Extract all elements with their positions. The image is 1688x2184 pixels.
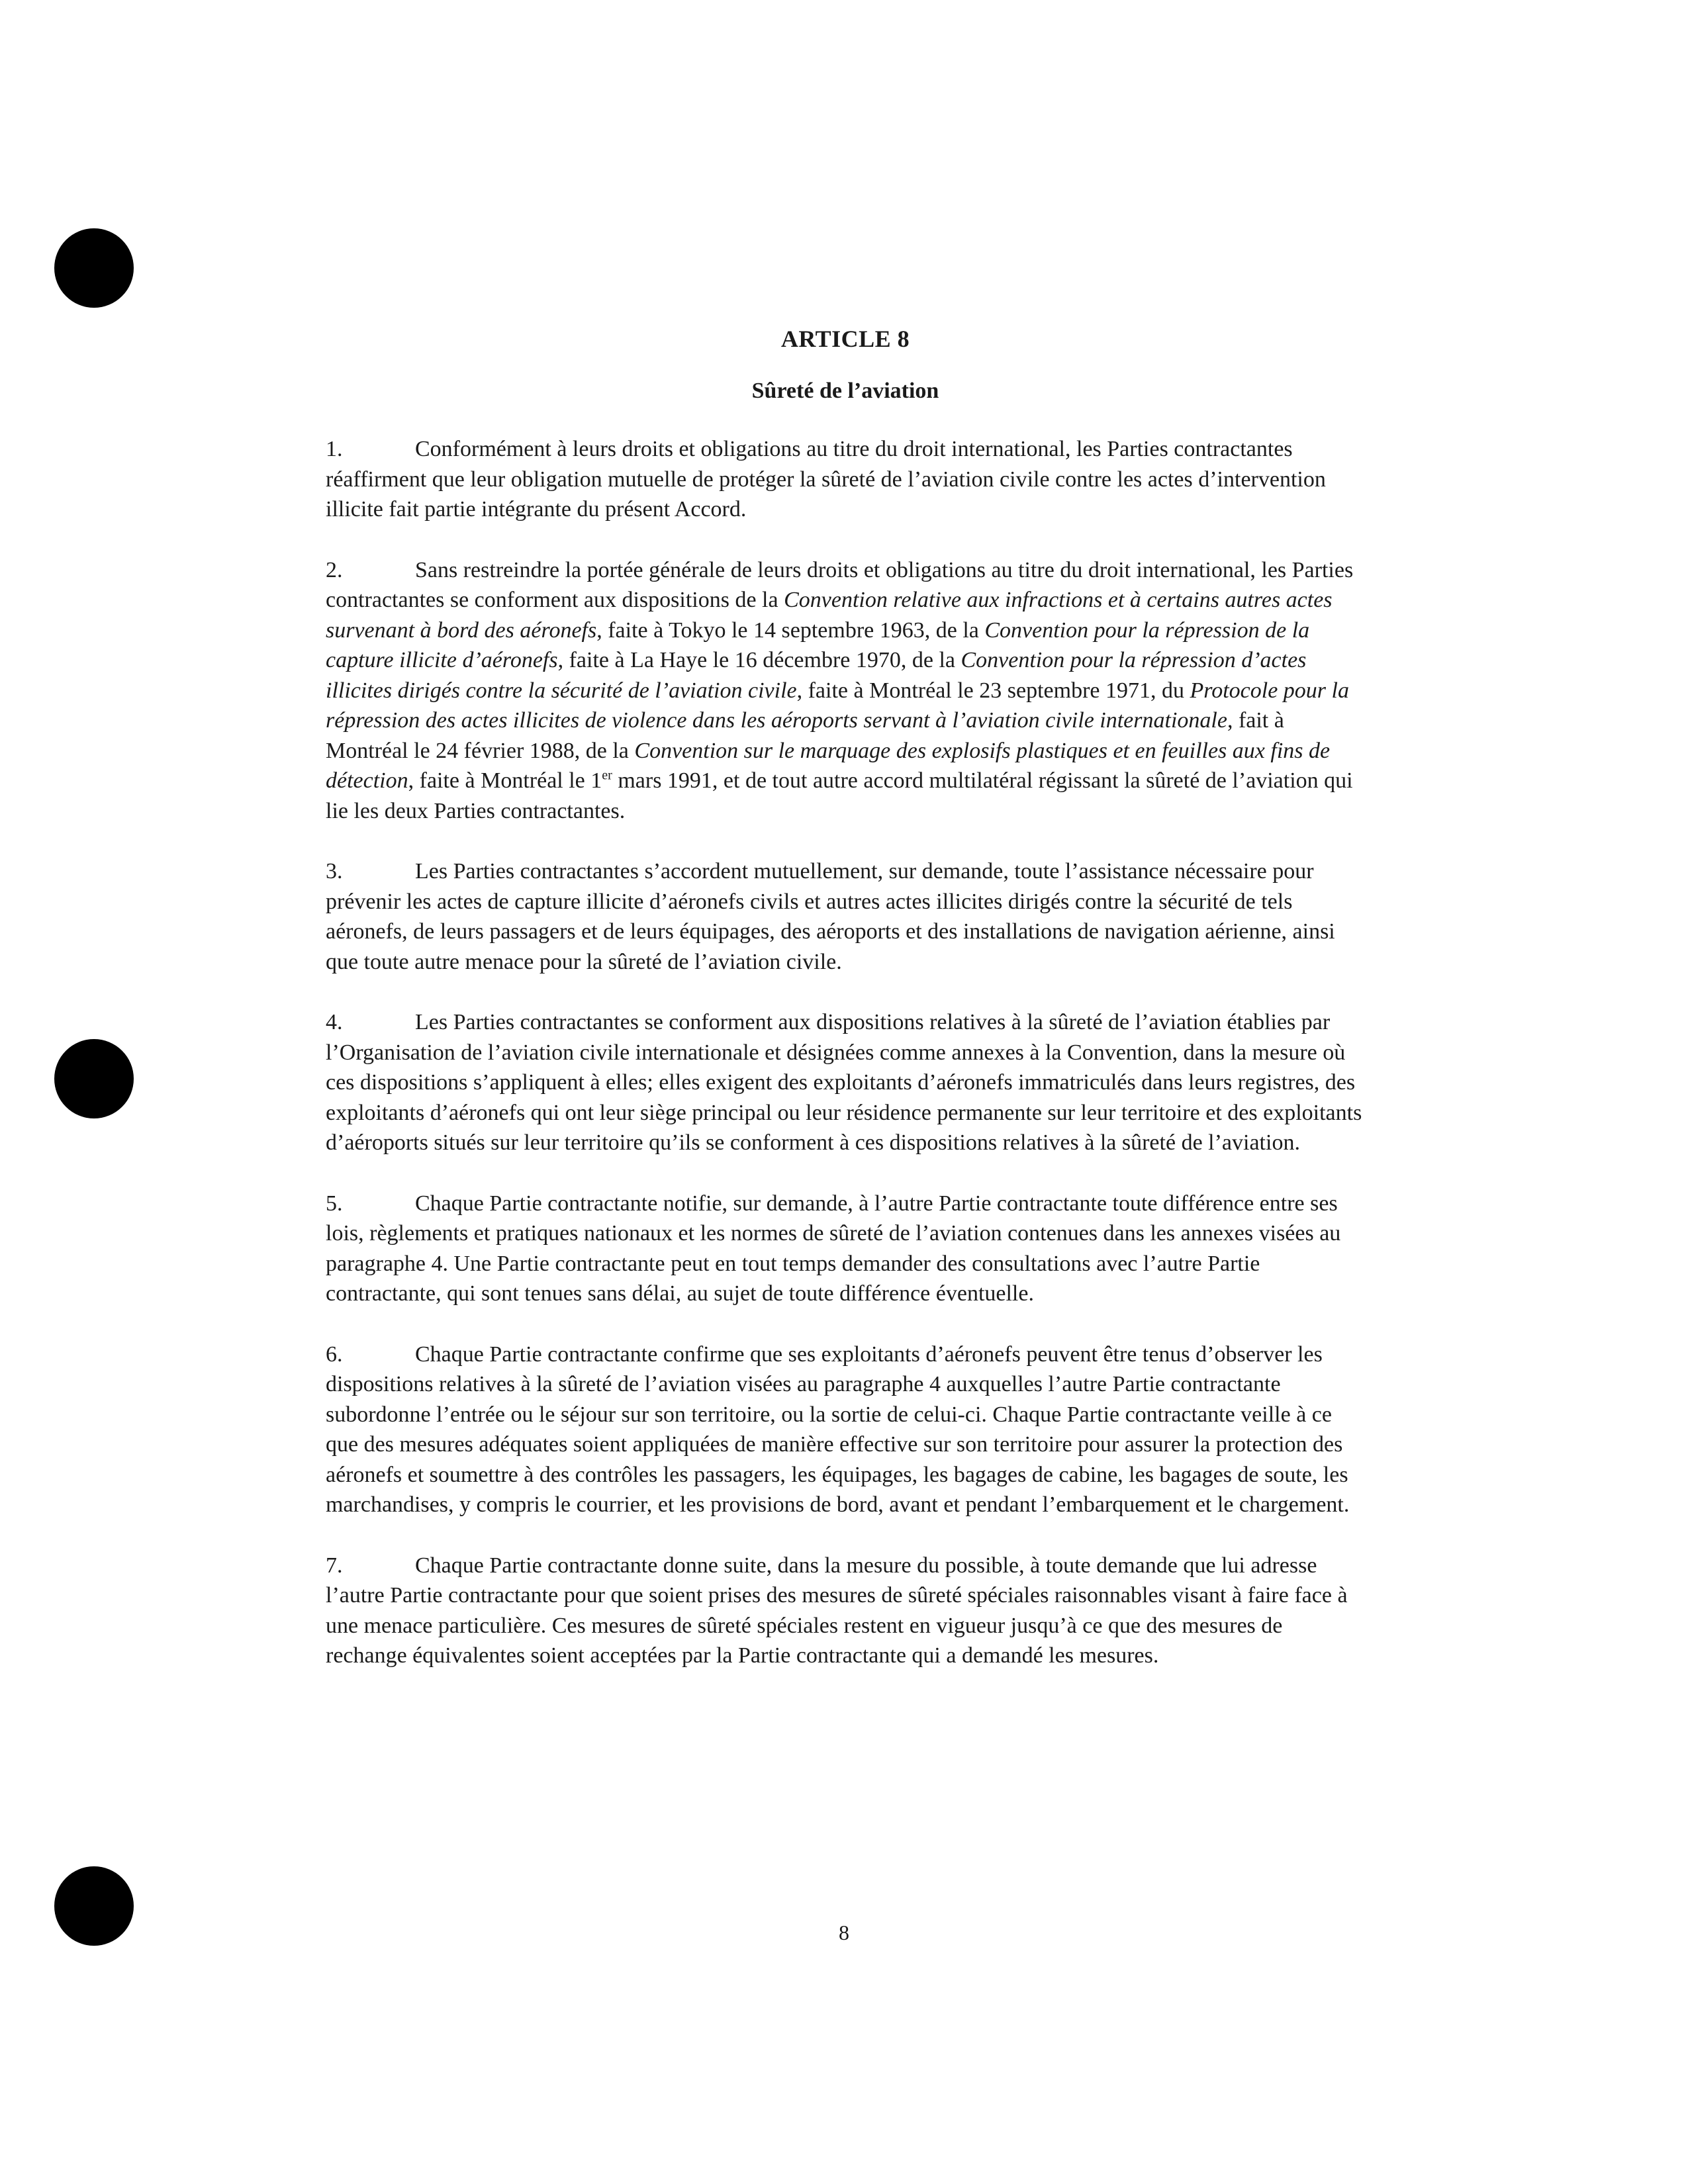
convention-title: Convention pour la répression d’actes illicites dirigés contre la sécurité de l’aviation civile	[326, 648, 1307, 703]
paragraph-number: 5.	[326, 1191, 343, 1216]
paragraph-number: 6.	[326, 1342, 343, 1367]
paragraph-text: , faite à Montréal le 1	[408, 768, 602, 793]
paragraph-7	[326, 1551, 1365, 1671]
paragraph-number: 4.	[326, 1010, 343, 1034]
paragraph-text: Conformément à leurs droits et obligations au titre du droit international, les Parties contractantes réaffirment que leur obligation mutuelle de protéger la sûreté de l’aviation civile contre les actes d’intervention illicite fait partie intégrante du présent Accord.	[326, 437, 1326, 522]
paragraph-text: , fait à Montréal le 24 février 1988, de la	[326, 708, 1284, 763]
paragraph-text: Chaque Partie contractante confirme que ses exploitants d’aéronefs peuvent être tenus d’observer les dispositions relatives à la sûreté de l’aviation visées au paragraphe 4 auxquelles l’autre Partie contractante subordonne l’entrée ou le séjour sur son territoire, ou la sortie de celui-ci. Chaque Partie contractante veille à ce que des mesures adéquates soient appliquées de manière effective sur son territoire pour assurer la protection des aéronefs et soumettre à des contrôles les passagers, les équipages, les bagages de cabine, les bagages de soute, les marchandises, y compris le courrier, et les provisions de bord, avant et pendant l’embarquement et le chargement.	[326, 1342, 1350, 1517]
paragraph-text: Sans restreindre la portée générale de leurs droits et obligations au titre du droit international, les Parties contractantes se conforment aux dispositions de la	[326, 557, 1354, 612]
convention-title: Convention sur le marquage des explosifs plastiques et en feuilles aux fins de détection	[326, 738, 1331, 793]
paragraph-1	[326, 434, 1365, 525]
paragraph-text: Chaque Partie contractante donne suite, dans la mesure du possible, à toute demande que lui adresse l’autre Partie contractante pour que soient prises des mesures de sûreté spéciales raisonnables visant à faire face à une menace particulière. Ces mesures de sûreté spéciales restent en vigueur jusqu’à ce que des mesures de rechange équivalentes soient acceptées par la Partie contractante qui a demandé les mesures.	[326, 1553, 1348, 1668]
protocol-title: Protocole pour la répression des actes illicites de violence dans les aéroports servant à l’aviation civile internationale	[326, 678, 1349, 733]
paragraph-number: 3.	[326, 859, 343, 884]
paragraph-5	[326, 1189, 1365, 1309]
paragraph-number: 1.	[326, 437, 343, 461]
article-title: ARTICLE 8	[780, 326, 910, 352]
paragraph-6	[326, 1340, 1365, 1520]
section-title: Sûreté de l’aviation	[751, 379, 939, 403]
paragraph-3	[326, 856, 1365, 977]
punch-hole	[54, 228, 134, 308]
paragraph-text: mars 1991, et de tout autre accord multilatéral régissant la sûreté de l’aviation qui lie les deux Parties contractantes.	[326, 768, 1353, 823]
convention-title: Convention pour la répression de la capture illicite d’aéronefs	[326, 617, 1310, 672]
document-page	[326, 324, 1365, 1702]
punch-hole	[54, 1039, 134, 1118]
convention-title: Convention relative aux infractions et à certains autres actes survenant à bord des aéronefs	[326, 588, 1333, 643]
paragraph-text: Les Parties contractantes s’accordent mutuellement, sur demande, toute l’assistance nécessaire pour prévenir les actes de capture illicite d’aéronefs civils et autres actes illicites dirigés contre la sécurité de tels aéronefs, de leurs passagers et de leurs équipages, des aéroports et des installations de navigation aérienne, ainsi que toute autre menace pour la sûreté de l’aviation civile.	[326, 859, 1335, 974]
paragraph-number: 7.	[326, 1553, 343, 1578]
paragraph-2	[326, 555, 1365, 827]
ordinal-superscript: er	[602, 768, 612, 783]
paragraph-number: 2.	[326, 557, 343, 582]
paragraph-text: , faite à La Haye le 16 décembre 1970, de la	[557, 648, 961, 672]
page-number: 8	[839, 1921, 849, 1944]
paragraph-text: , faite à Tokyo le 14 septembre 1963, de la	[596, 617, 985, 643]
paragraph-text: Chaque Partie contractante notifie, sur demande, à l’autre Partie contractante toute différence entre ses lois, règlements et pratiques nationaux et les normes de sûreté de l’aviation contenues dans les annexes visées au paragraphe 4. Une Partie contractante peut en tout temps demander des consultations avec l’autre Partie contractante, qui sont tenues sans délai, au sujet de toute différence éventuelle.	[326, 1191, 1341, 1306]
paragraph-4	[326, 1007, 1365, 1158]
paragraph-text: Les Parties contractantes se conforment aux dispositions relatives à la sûreté de l’aviation établies par l’Organisation de l’aviation civile internationale et désignées comme annexes à la Convention, dans la mesure où ces dispositions s’appliquent à elles; elles exigent des exploitants d’aéronefs immatriculés dans leurs registres, des exploitants d’aéronefs qui ont leur siège principal ou leur résidence permanente sur leur territoire et des exploitants d’aéroports situés sur leur territoire qu’ils se conforment à ces dispositions relatives à la sûreté de l’aviation.	[326, 1010, 1362, 1155]
paragraph-text: , faite à Montréal le 23 septembre 1971, du	[796, 678, 1190, 703]
